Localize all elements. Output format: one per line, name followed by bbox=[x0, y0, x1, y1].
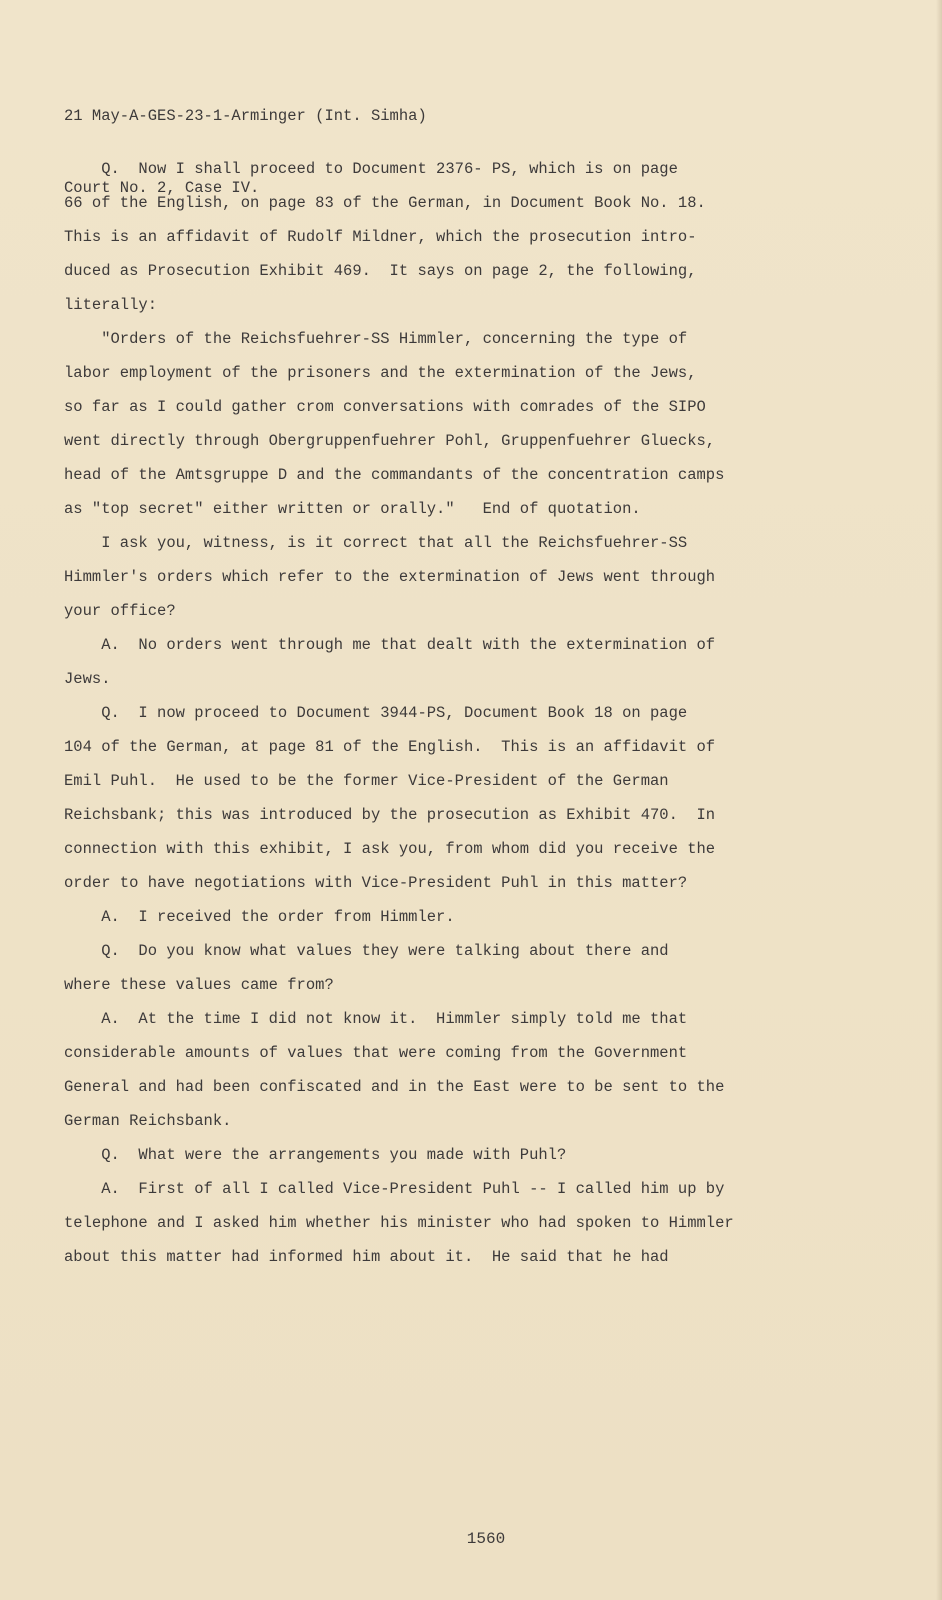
transcript-line: Himmler's orders which refer to the extermination of Jews went through bbox=[64, 568, 716, 586]
transcript-line: General and had been confiscated and in the East were to be sent to the bbox=[64, 1078, 725, 1096]
transcript-line: A. At the time I did not know it. Himmler simply told me that bbox=[64, 1010, 688, 1028]
transcript-line: order to have negotiations with Vice-President Puhl in this matter? bbox=[64, 874, 688, 892]
transcript-line: 66 of the English, on page 83 of the German, in Document Book No. 18. bbox=[64, 194, 706, 212]
transcript-line: Q. I now proceed to Document 3944-PS, Document Book 18 on page bbox=[64, 704, 688, 722]
transcript-line: about this matter had informed him about it. He said that he had bbox=[64, 1248, 669, 1266]
transcript-line: went directly through Obergruppenfuehrer Pohl, Gruppenfuehrer Gluecks, bbox=[64, 432, 716, 450]
transcript-line: A. I received the order from Himmler. bbox=[64, 908, 455, 926]
transcript-line: Q. Now I shall proceed to Document 2376- PS, which is on page bbox=[64, 160, 678, 178]
transcript-line: duced as Prosecution Exhibit 469. It says on page 2, the following, bbox=[64, 262, 697, 280]
transcript-line: Emil Puhl. He used to be the former Vice-President of the German bbox=[64, 772, 669, 790]
transcript-line: so far as I could gather crom conversations with comrades of the SIPO bbox=[64, 398, 706, 416]
page-number: 1560 bbox=[466, 1530, 506, 1548]
transcript-line: connection with this exhibit, I ask you, from whom did you receive the bbox=[64, 840, 716, 858]
transcript-line: This is an affidavit of Rudolf Mildner, which the prosecution intro- bbox=[64, 228, 697, 246]
transcript-body bbox=[64, 152, 804, 1274]
transcript-line: Reichsbank; this was introduced by the prosecution as Exhibit 470. In bbox=[64, 806, 716, 824]
transcript-line: German Reichsbank. bbox=[64, 1112, 232, 1130]
page-edge-shadow bbox=[936, 0, 942, 1600]
transcript-line: where these values came from? bbox=[64, 976, 334, 994]
transcript-line: Q. What were the arrangements you made with Puhl? bbox=[64, 1146, 567, 1164]
transcript-line: A. No orders went through me that dealt with the extermination of bbox=[64, 636, 716, 654]
header-line-1: 21 May-A-GES-23-1-Arminger (Int. Simha) bbox=[64, 107, 427, 125]
transcript-line: your office? bbox=[64, 602, 176, 620]
transcript-line: Q. Do you know what values they were talking about there and bbox=[64, 942, 669, 960]
transcript-line: I ask you, witness, is it correct that all the Reichsfuehrer-SS bbox=[64, 534, 688, 552]
transcript-line: labor employment of the prisoners and the extermination of the Jews, bbox=[64, 364, 697, 382]
transcript-line: A. First of all I called Vice-President Puhl -- I called him up by bbox=[64, 1180, 725, 1198]
header-line-2: Court No. 2, Case IV. bbox=[64, 179, 260, 197]
transcript-line: "Orders of the Reichsfuehrer-SS Himmler, concerning the type of bbox=[64, 330, 688, 348]
transcript-line: head of the Amtsgruppe D and the commandants of the concentration camps bbox=[64, 466, 725, 484]
transcript-line: telephone and I asked him whether his minister who had spoken to Himmler bbox=[64, 1214, 734, 1232]
transcript-line: as "top secret" either written or orally." End of quotation. bbox=[64, 500, 641, 518]
transcript-line: considerable amounts of values that were coming from the Government bbox=[64, 1044, 688, 1062]
transcript-line: 104 of the German, at page 81 of the English. This is an affidavit of bbox=[64, 738, 716, 756]
transcript-line: literally: bbox=[64, 296, 158, 314]
transcript-line: Jews. bbox=[64, 670, 111, 688]
